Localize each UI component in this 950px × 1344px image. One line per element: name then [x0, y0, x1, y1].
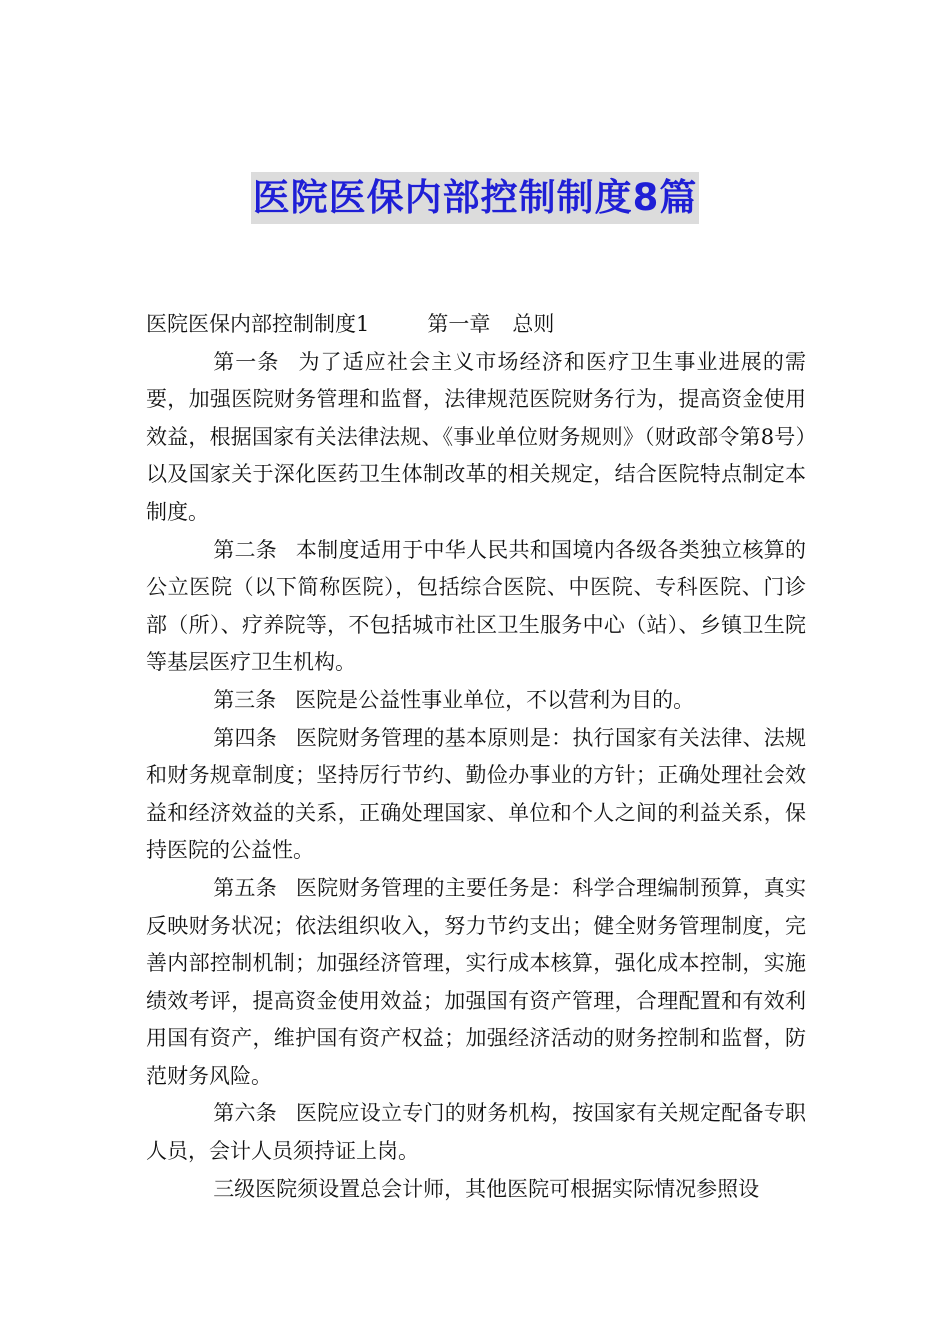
article-2: [146, 532, 806, 682]
document-title: 医院医保内部控制制度8篇: [251, 172, 700, 224]
article-1: [146, 344, 806, 532]
section-heading-line: [146, 306, 806, 344]
article-5: [146, 870, 806, 1096]
article-number: 第四条: [213, 725, 277, 750]
document-body: [146, 306, 806, 1208]
chapter-name: 总则: [512, 312, 555, 336]
continuation-paragraph: 三级医院须设置总会计师，其他医院可根据实际情况参照设: [213, 1176, 760, 1201]
article-text: 医院财务管理的基本原则是：执行国家有关法律、法规和财务规章制度；坚持厉行节约、勤俭办事业的方针；正确处理社会效益和经济效益的关系，正确处理国家、单位和个人之间的利益关系，保持医院的公益性。: [146, 725, 807, 863]
chapter-label: 第一章: [427, 312, 491, 336]
article-number: 第六条: [213, 1101, 277, 1126]
article-text: 医院财务管理的主要任务是：科学合理编制预算，真实反映财务状况；依法组织收入，努力节约支出；健全财务管理制度，完善内部控制机制；加强经济管理，实行成本核算，强化成本控制，实施绩效考评，提高资金使用效益；加强国有资产管理，合理配置和有效利用国有资产，维护国有资产权益；加强经济活动的财务控制和监督，防范财务风险。: [146, 875, 807, 1088]
article-number: 第二条: [213, 537, 277, 562]
article-text: 本制度适用于中华人民共和国境内各级各类独立核算的公立医院（以下简称医院），包括综合医院、中医院、专科医院、门诊部（所）、疗养院等，不包括城市社区卫生服务中心（站）、乡镇卫生院等基层医疗卫生机构。: [146, 537, 807, 675]
article-4: [146, 720, 806, 870]
article-number: 第五条: [213, 875, 277, 900]
section-heading: 医院医保内部控制制度1: [146, 312, 370, 336]
article-text: 为了适应社会主义市场经济和医疗卫生事业进展的需要，加强医院财务管理和监督，法律规范医院财务行为，提高资金使用效益，根据国家有关法律法规、《事业单位财务规则》（财政部令第8号）以及国家关于深化医药卫生体制改革的相关规定，结合医院特点制定本制度。: [146, 349, 807, 524]
article-3: [146, 682, 806, 720]
article-text: 医院应设立专门的财务机构，按国家有关规定配备专职人员，会计人员须持证上岗。: [146, 1101, 807, 1164]
title-container: [0, 172, 950, 224]
article-text: 医院是公益性事业单位，不以营利为目的。: [295, 687, 695, 712]
article-6: [146, 1095, 806, 1170]
article-number: 第三条: [213, 687, 277, 712]
article-number: 第一条: [213, 349, 280, 374]
